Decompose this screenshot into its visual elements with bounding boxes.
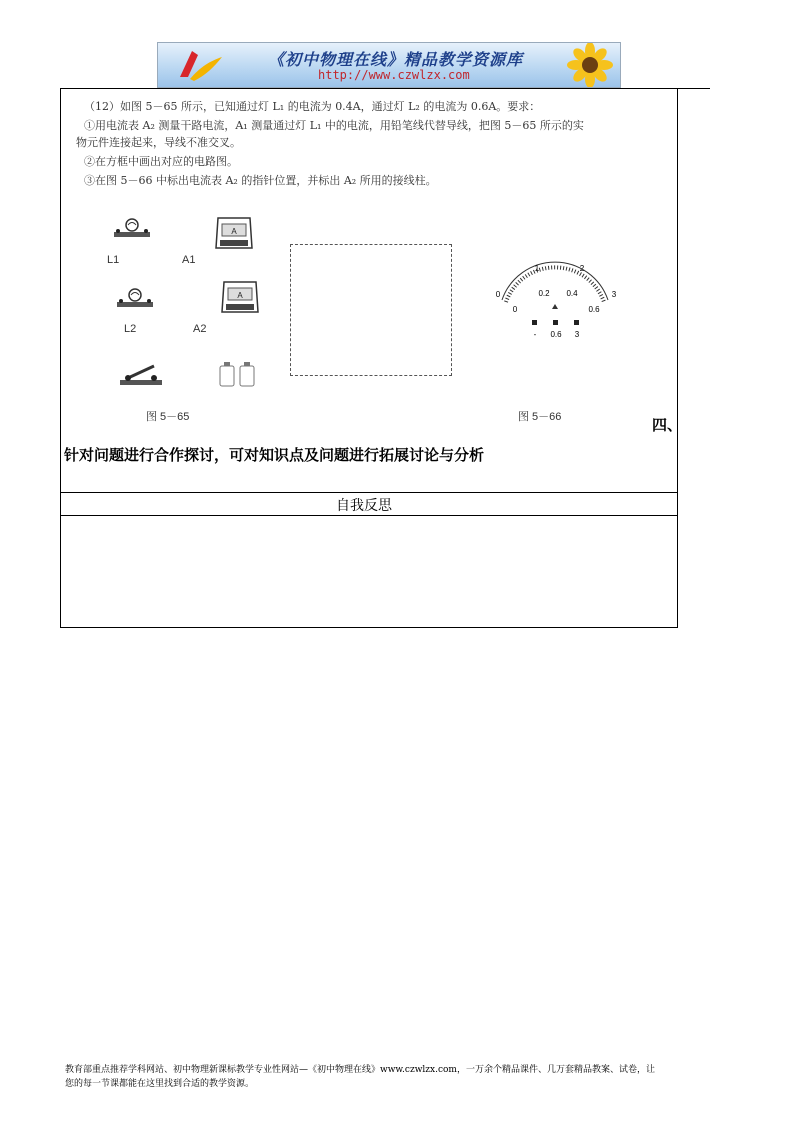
- inner-tick-0.4: 0.4: [566, 289, 578, 298]
- ammeter-a1-symbol: A: [231, 227, 237, 236]
- ammeter-a1-icon: [214, 214, 254, 252]
- question-line-3: 物元件连接起来，导线不准交叉。: [76, 136, 241, 149]
- circuit-drawing-box[interactable]: [290, 244, 452, 376]
- label-a1: A1: [182, 254, 196, 266]
- discussion-text: 针对问题进行合作探讨，可对知识点及问题进行拓展讨论与分析: [64, 446, 485, 464]
- outer-tick-2: 2: [579, 264, 585, 273]
- question-line-5: ③在图 5－66 中标出电流表 A₂ 的指针位置，并标出 A₂ 所用的接线柱。: [84, 174, 437, 187]
- header-banner: [157, 42, 621, 88]
- table-bottom-border: [60, 627, 678, 628]
- terminal-3[interactable]: [574, 320, 579, 325]
- question-line-1: （12）如图 5－65 所示，已知通过灯 L₁ 的电流为 0.4A，通过灯 L₂ 的电流为 0.6A。要求：: [84, 100, 541, 113]
- footer-line-1: 教育部重点推荐学科网站、初中物理新课标教学专业性网站—《初中物理在线》www.czwlzx.com，一万余个精品课件、几万套精品教案、试卷，让: [65, 1065, 655, 1075]
- outer-tick-1: 1: [534, 264, 540, 273]
- lamp-l1-icon: [112, 216, 152, 240]
- terminal-label-negative: -: [533, 330, 537, 339]
- figure-5-66-caption: 图 5－66: [518, 411, 562, 423]
- figure-5-65-caption: 图 5－65: [146, 411, 190, 423]
- lamp-l2-icon: [115, 286, 155, 310]
- label-a2: A2: [193, 323, 207, 335]
- banner-title: 《初中物理在线》精品教学资源库: [268, 50, 524, 69]
- question-line-4: ②在方框中画出对应的电路图。: [84, 155, 238, 168]
- inner-tick-0.6: 0.6: [588, 305, 600, 314]
- question-line-2: ①用电流表 A₂ 测量干路电流，A₁ 测量通过灯 L₁ 中的电流，用铅笔线代替导线，把图 5－65 所示的实: [84, 119, 584, 132]
- ammeter-dial[interactable]: [490, 260, 620, 340]
- row-divider-1: [60, 492, 678, 493]
- ammeter-a2-icon: [220, 278, 260, 316]
- inner-tick-0.2: 0.2: [538, 289, 550, 298]
- banner-url[interactable]: http://www.czwlzx.com: [318, 68, 470, 82]
- reflection-answer-area[interactable]: [61, 516, 677, 627]
- terminal-negative[interactable]: [532, 320, 537, 325]
- table-top-border: [60, 88, 710, 89]
- switch-icon: [118, 362, 164, 388]
- battery-icon: [216, 360, 260, 388]
- table-right-border: [677, 88, 678, 628]
- reflection-header: 自我反思: [336, 498, 392, 514]
- outer-tick-0: 0: [495, 290, 501, 299]
- terminal-label-0.6: 0.6: [550, 330, 562, 339]
- label-l1: L1: [107, 254, 120, 266]
- sunflower-icon: [556, 43, 616, 87]
- site-logo-icon: [170, 47, 230, 83]
- terminal-label-3: 3: [574, 330, 580, 339]
- outer-tick-3: 3: [611, 290, 617, 299]
- terminal-0.6[interactable]: [553, 320, 558, 325]
- label-l2: L2: [124, 323, 137, 335]
- footer-line-2: 您的每一节课都能在这里找到合适的教学资源。: [65, 1079, 255, 1089]
- ammeter-a2-symbol: A: [237, 291, 243, 300]
- inner-tick-0: 0: [512, 305, 518, 314]
- section-four-label: 四、: [652, 416, 683, 434]
